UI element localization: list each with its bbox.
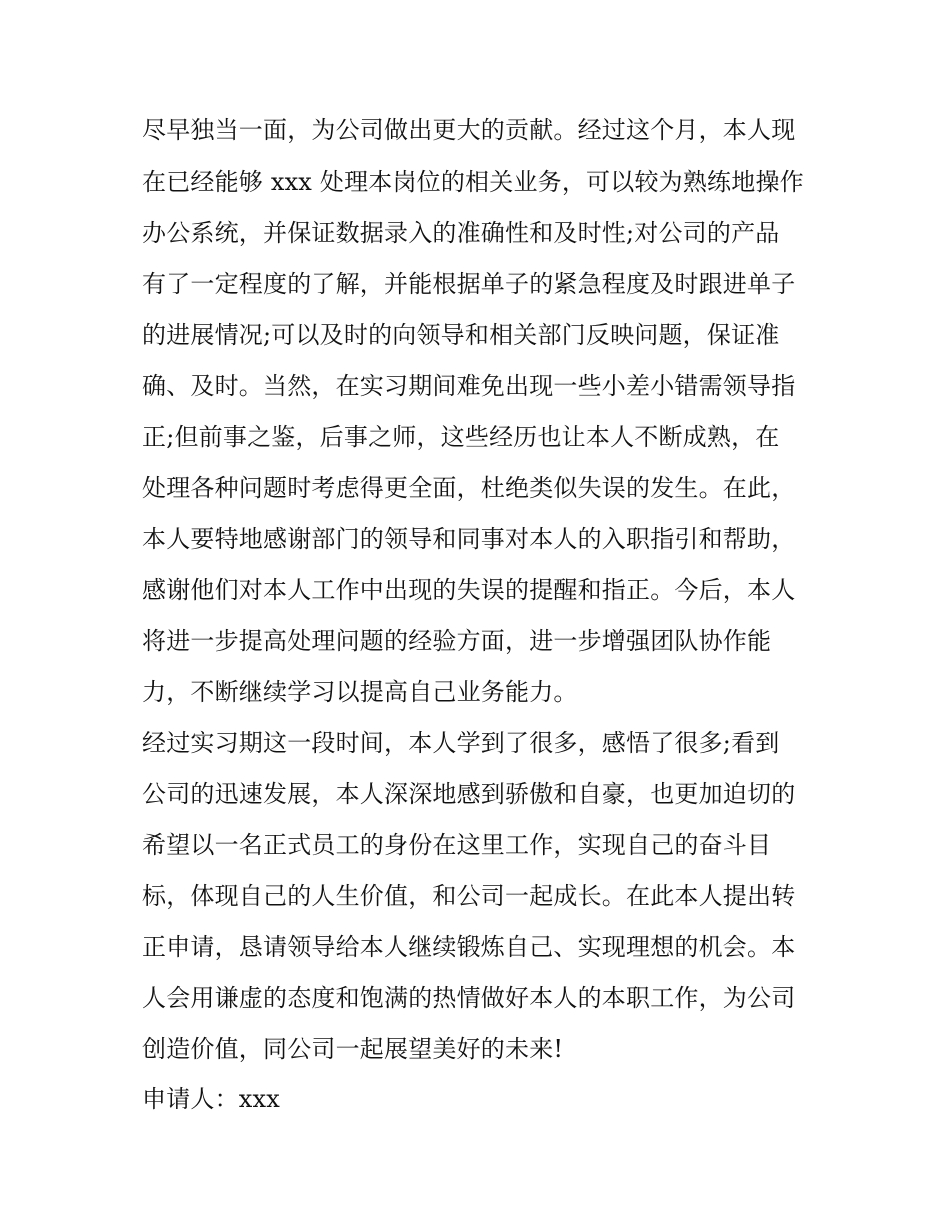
text-line: 正申请，恳请领导给本人继续锻炼自己、实现理想的机会。本 — [142, 933, 796, 961]
text-line: 正;但前事之鉴，后事之师，这些经历也让本人不断成熟，在 — [142, 423, 780, 451]
text-line: 本人要特地感谢部门的领导和同事对本人的入职指引和帮助， — [142, 525, 796, 553]
text-line: 处理各种问题时考虑得更全面，杜绝类似失误的发生。在此， — [142, 474, 796, 502]
text-line: 有了一定程度的了解，并能根据单子的紧急程度及时跟进单子 — [142, 270, 796, 298]
text-line: 经过实习期这一段时间，本人学到了很多，感悟了很多;看到 — [142, 729, 780, 757]
text-line: 力，不断继续学习以提高自己业务能力。 — [142, 678, 578, 706]
text-line: 的进展情况;可以及时的向领导和相关部门反映问题，保证准 — [142, 321, 780, 349]
text-line: 公司的迅速发展，本人深深地感到骄傲和自豪，也更加迫切的 — [142, 780, 796, 808]
text-line: 创造价值，同公司一起展望美好的未来! — [142, 1035, 564, 1063]
text-line: 尽早独当一面，为公司做出更大的贡献。经过这个月，本人现 — [142, 116, 796, 144]
text-line: 确、及时。当然，在实习期间难免出现一些小差小错需领导指 — [142, 372, 796, 400]
text-line: 将进一步提高处理问题的经验方面，进一步增强团队协作能 — [142, 627, 772, 655]
text-line: 感谢他们对本人工作中出现的失误的提醒和指正。今后，本人 — [142, 576, 796, 604]
text-line: 标，体现自己的人生价值，和公司一起成长。在此本人提出转 — [142, 882, 796, 910]
applicant-signature-line: 申请人：xxx — [142, 1085, 281, 1113]
text-line: 办公系统，并保证数据录入的准确性和及时性;对公司的产品 — [142, 219, 780, 247]
text-line: 在已经能够 xxx 处理本岗位的相关业务，可以较为熟练地操作 — [142, 168, 804, 196]
text-line: 人会用谦虚的态度和饱满的热情做好本人的本职工作，为公司 — [142, 984, 796, 1012]
text-line: 希望以一名正式员工的身份在这里工作，实现自己的奋斗目 — [142, 831, 772, 859]
